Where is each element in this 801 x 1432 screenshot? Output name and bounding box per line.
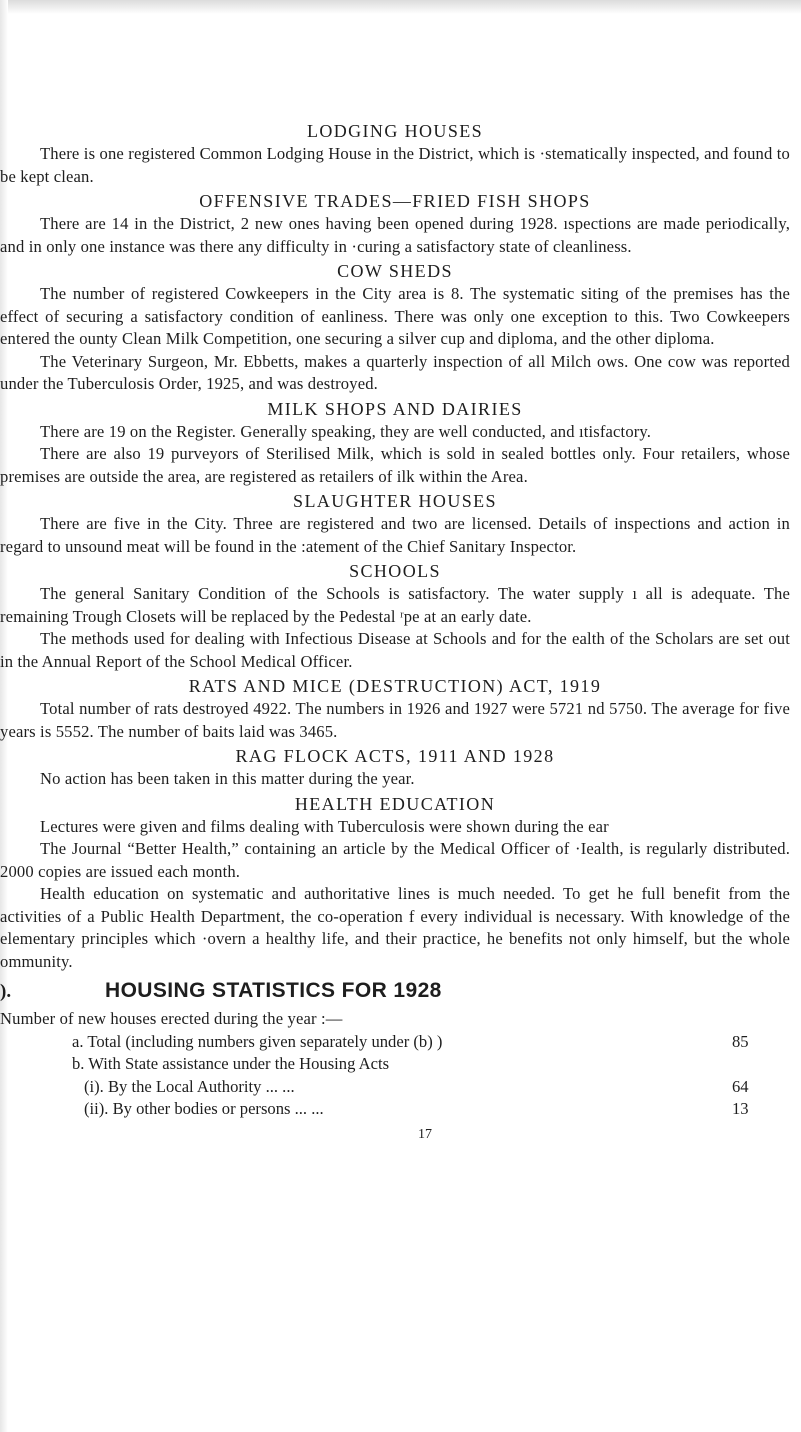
section-paragraph: There is one registered Common Lodging House in the District, which is ·stematically inspected, and found to be kept clean. (0, 144, 790, 186)
section-paragraph: Lectures were given and films dealing with Tuberculosis were shown during the ear (40, 816, 609, 836)
section-paragraph: The number of registered Cowkeepers in the City area is 8. The systematic siting of the premises has the effect of securing a satisfactory condition of eanliness. There was only one exception to this. Two Cowkeepers entered the ounty Clean Milk Competition, one securing a silver cup and diploma, and the other diploma. (0, 284, 790, 348)
section-paragraph: There are also 19 purveyors of Sterilised Milk, which is sold in sealed bottles only. Four retailers, whose premises are outside the area, are registered as retailers of ilk within the Area. (0, 444, 790, 486)
section-paragraph: Total number of rats destroyed 4922. The numbers in 1926 and 1927 were 5721 nd 5750. The average for five years is 5552. The number of baits laid was 3465. (0, 699, 790, 741)
housing-heading (0, 979, 790, 1004)
section-heading: COW SHEDS (337, 261, 453, 281)
housing-row (0, 1098, 790, 1121)
housing-table (0, 1031, 790, 1121)
section-heading: LODGING HOUSES (306, 121, 484, 141)
report-sections (0, 120, 790, 973)
report-section (0, 793, 790, 974)
housing-row (0, 1053, 790, 1076)
report-section (0, 745, 790, 791)
section-heading: OFFENSIVE TRADES—FRIED FISH SHOPS (199, 191, 591, 211)
housing-row-value: 85 (732, 1031, 749, 1051)
housing-statistics (0, 979, 790, 1121)
section-paragraph: Health education on systematic and authoritative lines is much needed. To get he full benefit from the activities of a Public Health Department, the co-operation f every individual is necessary. With knowledge of the elementary principles which ·overn a healthy life, and their practice, he benefits not only himself, but the whole ommunity. (0, 884, 790, 971)
housing-section-number: ). (0, 981, 12, 1002)
scan-shadow-top (0, 0, 801, 14)
housing-title: HOUSING STATISTICS FOR 1928 (105, 979, 442, 1002)
report-section (0, 398, 790, 489)
report-section (0, 490, 790, 558)
section-heading: HEALTH EDUCATION (294, 793, 496, 814)
section-paragraph: The general Sanitary Condition of the Schools is satisfactory. The water supply ı all is adequate. The remaining Trough Closets will be replaced by the Pedestal ʳpe at an early date. (0, 584, 790, 626)
report-section (0, 190, 790, 258)
section-heading: RAG FLOCK ACTS, 1911 AND 1928 (235, 746, 555, 766)
report-section (0, 260, 790, 396)
housing-row-label: b. With State assistance under the Housing Acts (72, 1054, 390, 1073)
housing-row-label: (ii). By other bodies or persons ... ... (84, 1099, 324, 1118)
housing-row (0, 1076, 790, 1099)
section-heading: SLAUGHTER HOUSES (293, 491, 497, 511)
section-heading: MILK SHOPS AND DAIRIES (267, 398, 523, 419)
housing-row-value: 64 (732, 1076, 749, 1096)
section-paragraph: There are 14 in the District, 2 new ones having been opened during 1928. ıspections are made periodically, and in only one instance was there any difficulty in ·curing a satisfactory state of cleanliness. (0, 214, 790, 256)
document-page (0, 118, 790, 1143)
page-number: 17 (418, 1126, 432, 1142)
housing-intro: Number of new houses erected during the year :— (0, 1009, 343, 1028)
section-heading: RATS AND MICE (DESTRUCTION) ACT, 1919 (188, 676, 602, 696)
section-heading: SCHOOLS (349, 561, 441, 581)
report-section (0, 120, 790, 188)
housing-row (0, 1031, 790, 1054)
housing-row-label: (i). By the Local Authority ... ... (84, 1076, 295, 1096)
report-section (0, 560, 790, 673)
section-paragraph: The methods used for dealing with Infectious Disease at Schools and for the ealth of the Scholars are set out in the Annual Report of the School Medical Officer. (0, 629, 790, 671)
housing-row-value: 13 (732, 1099, 749, 1118)
section-paragraph: No action has been taken in this matter during the year. (40, 769, 415, 788)
housing-row-label: a. Total (including numbers given separately under (b) ) (72, 1031, 443, 1051)
section-paragraph: There are 19 on the Register. Generally speaking, they are well conducted, and ıtisfactory. (40, 421, 652, 441)
section-paragraph: The Journal “Better Health,” containing an article by the Medical Officer of ·Iealth, is regularly distributed. 2000 copies are issued each month. (0, 839, 790, 881)
section-paragraph: There are five in the City. Three are registered and two are licensed. Details of inspections and action in regard to unsound meat will be found in the :atement of the Chief Sanitary Inspector. (0, 514, 790, 556)
report-section (0, 675, 790, 743)
section-paragraph: The Veterinary Surgeon, Mr. Ebbetts, makes a quarterly inspection of all Milch ows. One cow was reported under the Tuberculosis Order, 1925, and was destroyed. (0, 351, 790, 393)
